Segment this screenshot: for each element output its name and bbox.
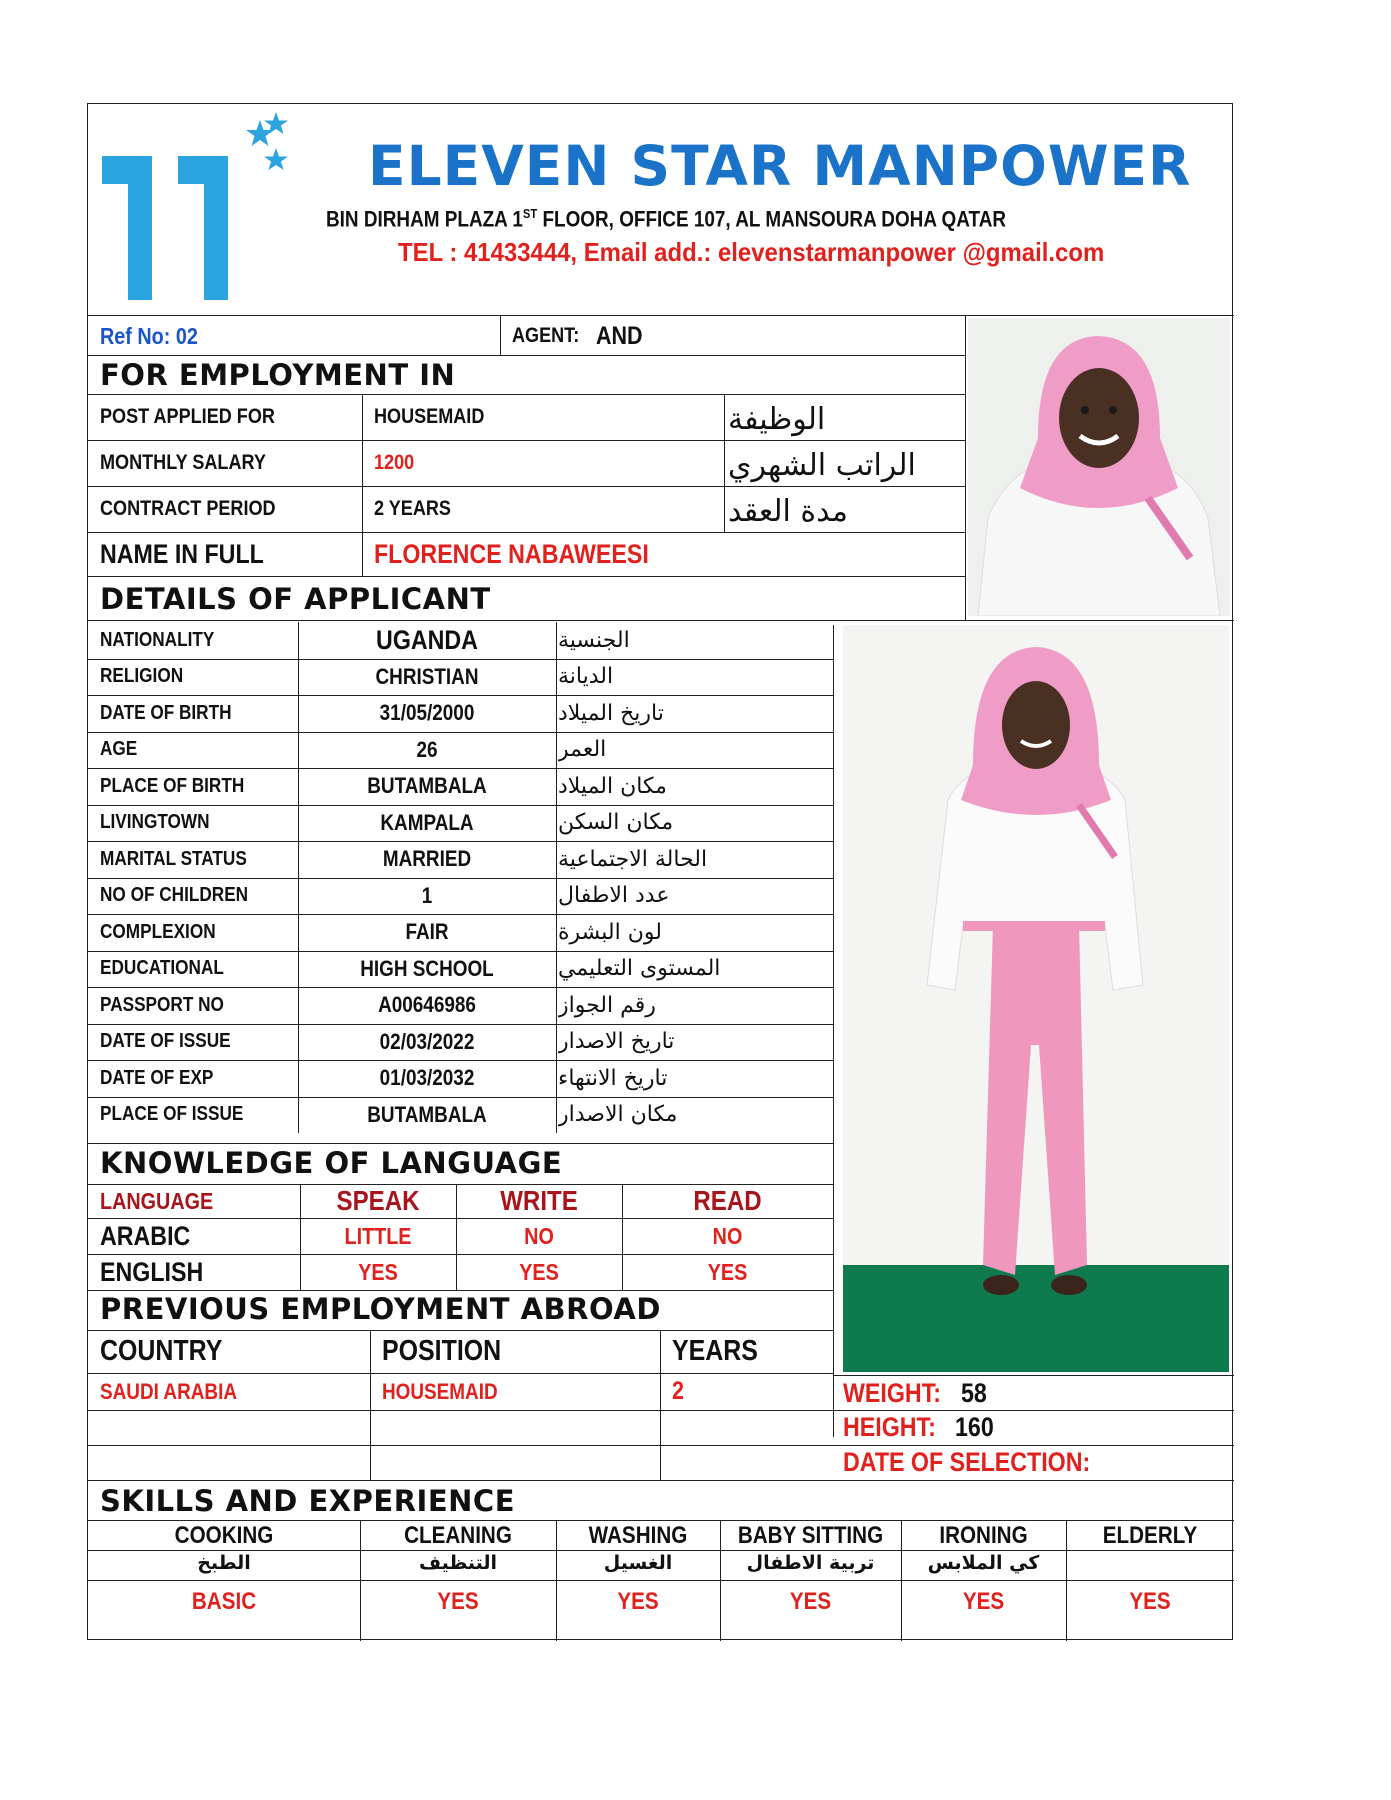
detail-value: MARRIED [382,846,472,872]
detail-arabic: الديانة [558,664,614,690]
detail-label: LIVINGTOWN [100,811,210,834]
detail-arabic: تاريخ الاصدار [558,1029,675,1055]
detail-value: FAIR [405,919,449,945]
skill-arabic: التنظيف [418,1552,498,1574]
full-body-photo [843,625,1229,1372]
language-read: NO [712,1222,743,1249]
employment-label: CONTRACT PERIOD [100,497,276,520]
portrait-photo [968,318,1230,616]
previous-header: YEARS [672,1334,758,1367]
previous-header: POSITION [382,1334,502,1367]
skill-value: BASIC [191,1588,257,1615]
employment-arabic: الراتب الشهري [728,447,916,483]
company-logo [100,112,300,312]
detail-label: PLACE OF ISSUE [100,1103,244,1126]
detail-label: PLACE OF BIRTH [100,774,245,797]
detail-value: 31/05/2000 [379,700,475,726]
skill-name: BABY SITTING [737,1522,884,1549]
detail-value: A00646986 [378,992,476,1018]
detail-value: CHRISTIAN [375,663,479,689]
employment-heading: FOR EMPLOYMENT IN [100,358,456,392]
language-write: NO [524,1222,554,1249]
agent-label: AGENT: [512,324,580,347]
weight-label: WEIGHT: [843,1377,942,1408]
detail-value: 26 [416,736,438,762]
height-label: HEIGHT: [843,1411,936,1442]
skill-arabic: كي الملابس [927,1552,1040,1574]
detail-arabic: عدد الاطفال [558,883,670,909]
employment-label: MONTHLY SALARY [100,451,266,474]
language-header: READ [693,1185,762,1216]
company-address: BIN DIRHAM PLAZA 1ST FLOOR, OFFICE 107, AL MANSOURA DOHA QATAR [326,206,1007,232]
detail-arabic: العمر [558,737,607,763]
detail-label: EDUCATIONAL [100,957,224,980]
employment-arabic: مدة العقد [728,493,848,529]
employment-label: POST APPLIED FOR [100,405,275,428]
detail-value: 1 [421,882,433,908]
language-speak: LITTLE [344,1222,412,1249]
detail-label: MARITAL STATUS [100,847,247,870]
skill-name: WASHING [588,1522,688,1549]
skill-value: YES [617,1588,659,1615]
language-header: WRITE [500,1185,578,1216]
skill-name: IRONING [939,1522,1028,1549]
skill-name: COOKING [174,1522,274,1549]
agent-value: AND [596,321,643,350]
skill-value: YES [437,1588,479,1615]
detail-arabic: رقم الجواز [558,992,656,1018]
language-read: YES [707,1258,748,1285]
detail-value: KAMPALA [380,809,474,835]
previous-position: HOUSEMAID [382,1378,498,1404]
language-heading: KNOWLEDGE OF LANGUAGE [100,1146,563,1180]
detail-label: NO OF CHILDREN [100,884,249,907]
previous-country: SAUDI ARABIA [100,1378,237,1404]
detail-arabic: تاريخ الميلاد [558,700,664,726]
ref-number: Ref No: 02 [100,322,198,349]
skill-arabic: الغسيل [603,1552,673,1574]
employment-value: 2 YEARS [374,497,451,520]
previous-years: 2 [672,1377,684,1405]
logo-eleven-star-icon [100,112,300,312]
detail-value: 01/03/2032 [379,1065,475,1091]
height-field [843,1410,1000,1444]
language-name: ENGLISH [100,1256,204,1287]
detail-arabic: مكان الاصدار [558,1102,678,1128]
application-form [87,103,1233,1640]
skills-heading: SKILLS AND EXPERIENCE [100,1484,515,1518]
detail-value: UGANDA [376,624,478,655]
detail-arabic: لون البشرة [558,919,662,945]
skill-name: CLEANING [404,1522,512,1549]
language-speak: YES [358,1258,398,1285]
language-name: ARABIC [100,1220,191,1251]
employment-value: HOUSEMAID [374,405,485,428]
detail-label: DATE OF EXP [100,1066,214,1089]
detail-label: DATE OF BIRTH [100,701,232,724]
agent-field [512,317,650,355]
skill-arabic: تربية الاطفال [746,1552,875,1574]
detail-arabic: المستوى التعليمي [558,956,721,982]
weight-value: 58 [961,1377,987,1408]
skill-arabic [1066,1549,1234,1577]
employment-arabic: الوظيفة [728,401,826,437]
detail-arabic: مكان الميلاد [558,773,667,799]
company-contact: TEL : 41433444, Email add.: elevenstarmanpower @gmail.com [398,237,1105,267]
weight-field [843,1376,991,1410]
detail-arabic: تاريخ الانتهاء [558,1065,668,1091]
language-write: YES [519,1258,559,1285]
detail-value: 02/03/2022 [379,1028,475,1054]
detail-value: HIGH SCHOOL [360,955,494,981]
skill-value: YES [789,1588,832,1615]
detail-label: AGE [100,738,138,761]
date-of-selection-label: DATE OF SELECTION: [843,1446,1091,1477]
details-heading: DETAILS OF APPLICANT [100,582,491,616]
full-name-value: FLORENCE NABAWEESI [374,538,649,569]
skill-arabic: الطبخ [197,1552,251,1574]
skill-value: YES [962,1588,1005,1615]
language-header: SPEAK [336,1185,420,1216]
detail-arabic: الحالة الاجتماعية [558,846,708,872]
detail-label: PASSPORT NO [100,993,224,1016]
language-header: LANGUAGE [100,1187,214,1214]
detail-label: COMPLEXION [100,920,216,943]
skill-value: YES [1129,1588,1171,1615]
detail-value: BUTAMBALA [367,773,487,799]
detail-label: RELIGION [100,665,184,688]
detail-label: NATIONALITY [100,628,215,651]
company-name: ELEVEN STAR MANPOWER [368,134,1192,198]
previous-heading: PREVIOUS EMPLOYMENT ABROAD [100,1292,661,1326]
detail-arabic: مكان السكن [558,810,674,836]
detail-label: DATE OF ISSUE [100,1030,231,1053]
detail-value: BUTAMBALA [367,1101,487,1127]
detail-arabic: الجنسية [558,627,630,653]
height-value: 160 [955,1411,994,1442]
employment-value: 1200 [374,451,415,474]
full-name-label: NAME IN FULL [100,538,264,569]
previous-header: COUNTRY [100,1334,223,1367]
skill-name: ELDERLY [1102,1522,1198,1549]
